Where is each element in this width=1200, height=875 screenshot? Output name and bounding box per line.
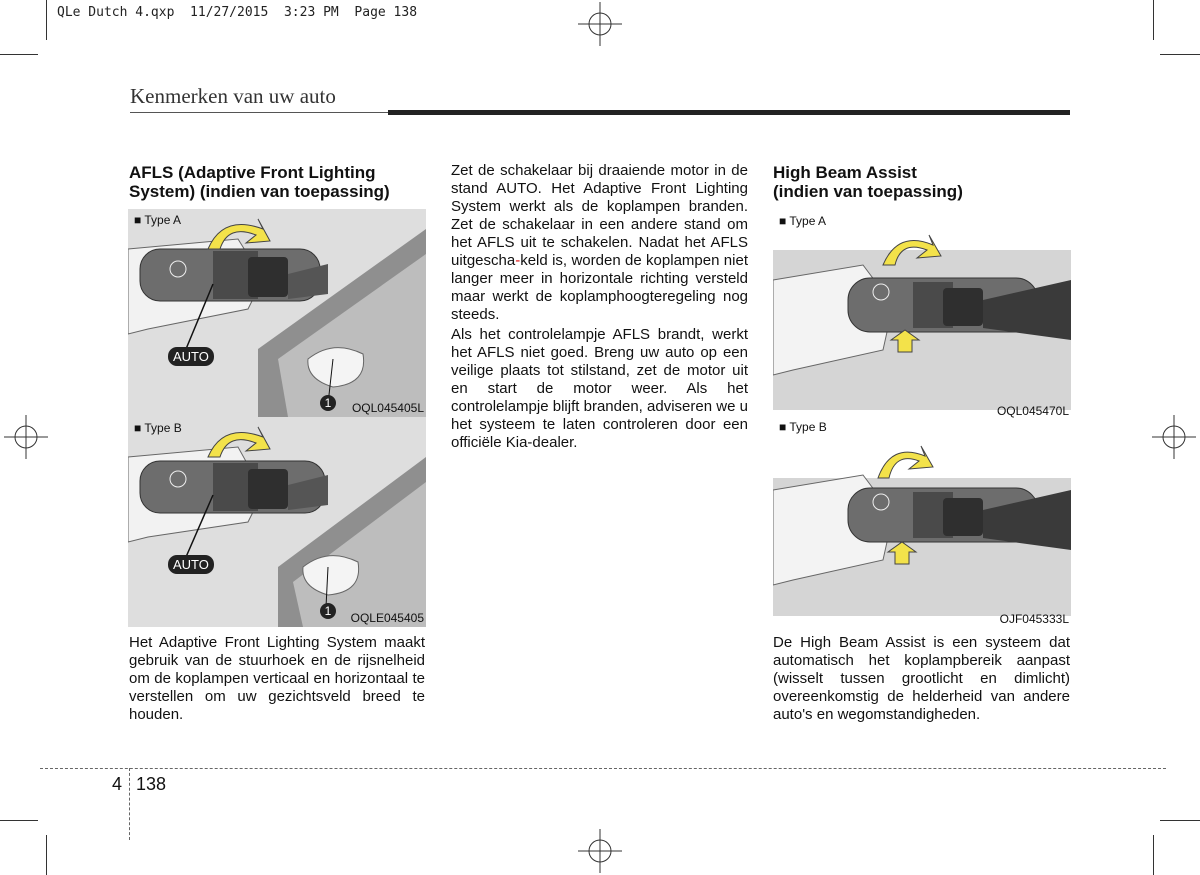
hba-fig-a-code: OQL045470L <box>996 404 1069 418</box>
crop-mark <box>46 835 47 875</box>
crop-mark <box>0 54 38 55</box>
crop-mark <box>1160 820 1200 821</box>
afls-heading <box>129 163 429 201</box>
auto-badge: AUTO <box>168 347 214 366</box>
afls-switch-illustration-a <box>128 209 426 417</box>
crop-mark <box>46 0 47 40</box>
callout-number: 1 <box>320 603 336 619</box>
hba-switch-illustration-b <box>773 420 1071 628</box>
crop-mark <box>1160 54 1200 55</box>
page-header-title: Kenmerken van uw auto <box>130 84 336 108</box>
hba-heading-line2: (indien van toepassing) <box>773 182 963 201</box>
auto-badge: AUTO <box>168 555 214 574</box>
afls-figure-type-b <box>128 417 426 627</box>
header-rule-thin <box>130 112 388 113</box>
hyphen-mark: - <box>515 252 521 269</box>
afls-fig-a-type-label: ■ Type A <box>134 213 182 227</box>
print-meta-line: QLe Dutch 4.qxp 11/27/2015 3:23 PM Page 138 <box>57 5 418 20</box>
hba-fig-b-code: OJF045333L <box>999 612 1069 626</box>
footer-dashed-divider <box>129 768 130 840</box>
registration-mark-icon <box>1152 415 1196 459</box>
chapter-number: 4 <box>112 774 123 794</box>
afls-instruction-p1-part1: Zet de schakelaar bij draaiende motor in de stand AUTO. Het Adaptive Front Lighting System werkt als de koplampen branden. Zet de schakelaar in een andere stand om het AFLS uit te schakelen. Nadat het AFLS uitgescha <box>451 162 748 269</box>
afls-instructions <box>451 162 748 454</box>
hba-figure-type-b <box>773 420 1071 628</box>
afls-instruction-paragraph-2: Als het controlelampje AFLS brandt, werkt het AFLS niet goed. Breng uw auto op een veilige plaats tot stilstand, zet de motor uit en start de motor weer. Als het controlelampje blijft branden, adviseren we u het systeem te laten controleren door een officiële Kia-dealer. <box>451 326 748 451</box>
hba-switch-illustration-a <box>773 210 1071 420</box>
afls-body-text: Het Adaptive Front Lighting System maakt gebruik van de stuurhoek en de rijsnelheid om de koplampen verticaal en horizontaal te verstellen om uw gezichtsveld breed te houden. <box>129 634 425 723</box>
registration-mark-icon <box>4 415 48 459</box>
afls-heading-line2: System) (indien van toepassing) <box>129 182 390 201</box>
afls-fig-a-code: OQL045405L <box>351 401 424 415</box>
crop-mark <box>1153 835 1154 875</box>
registration-mark-icon <box>578 2 622 46</box>
footer-dashed-rule <box>40 768 1166 769</box>
hba-figure-type-a <box>773 210 1071 420</box>
header-rule-thick <box>388 110 1070 115</box>
hba-heading-line1: High Beam Assist <box>773 163 917 182</box>
hba-heading <box>773 163 1073 201</box>
afls-switch-illustration-b <box>128 417 426 627</box>
afls-fig-b-type-label: ■ Type B <box>134 421 182 435</box>
hba-body-text: De High Beam Assist is een systeem dat automatisch het koplampbereik aanpast (wisselt tussen grootlicht en dimlicht) overeenkomstig de helderheid van andere auto's en wegomstandigheden. <box>773 634 1070 723</box>
registration-mark-icon <box>578 829 622 873</box>
hba-fig-b-type-label: ■ Type B <box>779 420 827 434</box>
afls-instruction-paragraph-1 <box>451 162 748 324</box>
afls-fig-b-code: OQLE045405 <box>350 611 424 625</box>
crop-mark <box>1153 0 1154 40</box>
afls-figure-type-a <box>128 209 426 417</box>
afls-instruction-p1-part2: keld is, worden de koplampen niet langer meer in horizontale richting versteld maar werkt de koplamphoogteregeling nog steeds. <box>451 252 748 323</box>
page-number: 138 <box>136 774 167 794</box>
callout-number: 1 <box>320 395 336 411</box>
crop-mark <box>0 820 38 821</box>
hba-fig-a-type-label: ■ Type A <box>779 214 827 228</box>
afls-heading-line1: AFLS (Adaptive Front Lighting <box>129 163 376 182</box>
